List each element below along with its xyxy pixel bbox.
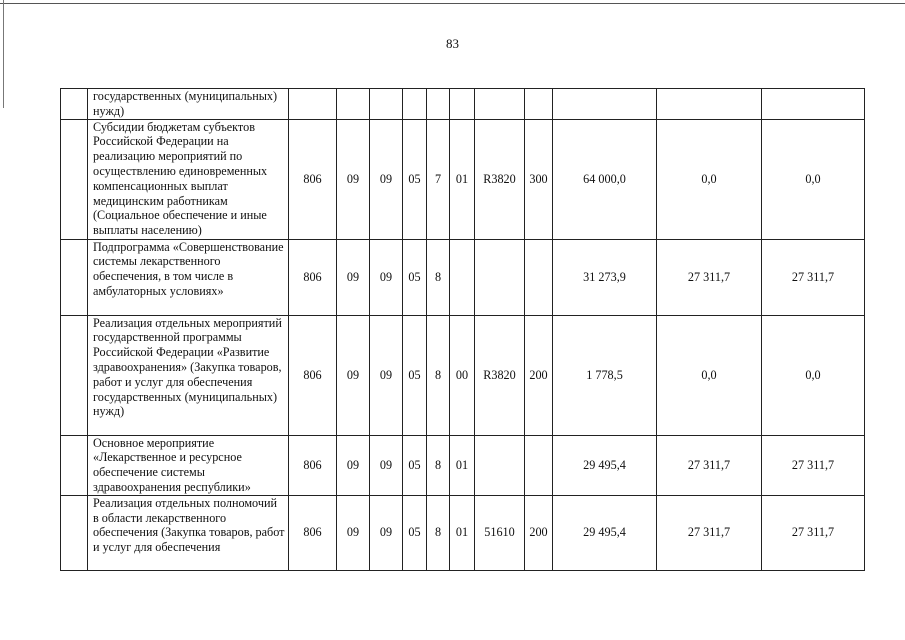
number-cell: [61, 119, 88, 239]
scan-edge-left: [3, 0, 4, 108]
expense-type-cell: 200: [525, 495, 553, 570]
amount-year2-cell: 0,0: [657, 119, 762, 239]
description-cell: Реализация отдельных мероприятий государственной программы Российской Федерации «Развитие здравоохранения» (Закупка товаров, работ и услуг для обеспечения государственных (муниципальных) нужд): [88, 315, 289, 435]
amount-year2-cell: [657, 89, 762, 120]
program-code-cell: 05: [403, 119, 427, 239]
ministry-code-cell: 806: [289, 435, 337, 495]
subprogram-code-cell: 8: [427, 495, 450, 570]
amount-year2-cell: 27 311,7: [657, 239, 762, 315]
ministry-code-cell: 806: [289, 239, 337, 315]
target-article-cell: [475, 239, 525, 315]
amount-year3-cell: 27 311,7: [762, 435, 865, 495]
table-row: [61, 239, 865, 315]
table-row: [61, 315, 865, 435]
subsection-cell: 09: [370, 315, 403, 435]
number-cell: [61, 435, 88, 495]
subsection-cell: 09: [370, 435, 403, 495]
event-code-cell: 01: [450, 119, 475, 239]
amount-year1-cell: 64 000,0: [553, 119, 657, 239]
subprogram-code-cell: 7: [427, 119, 450, 239]
target-article-cell: 51610: [475, 495, 525, 570]
section-cell: 09: [337, 119, 370, 239]
program-code-cell: 05: [403, 495, 427, 570]
section-cell: 09: [337, 435, 370, 495]
event-code-cell: 01: [450, 495, 475, 570]
amount-year3-cell: 0,0: [762, 119, 865, 239]
event-code-cell: 00: [450, 315, 475, 435]
amount-year1-cell: 31 273,9: [553, 239, 657, 315]
number-cell: [61, 315, 88, 435]
description-cell: государственных (муниципальных) нужд): [88, 89, 289, 120]
expense-type-cell: [525, 239, 553, 315]
amount-year3-cell: 27 311,7: [762, 239, 865, 315]
program-code-cell: [403, 89, 427, 120]
amount-year1-cell: [553, 89, 657, 120]
amount-year1-cell: 29 495,4: [553, 495, 657, 570]
number-cell: [61, 89, 88, 120]
description-cell: Реализация отдельных полномочий в области лекарственного обеспечения (Закупка товаров, работ и услуг для обеспечения: [88, 495, 289, 570]
amount-year3-cell: 0,0: [762, 315, 865, 435]
amount-year1-cell: 29 495,4: [553, 435, 657, 495]
ministry-code-cell: 806: [289, 119, 337, 239]
table-row: [61, 495, 865, 570]
subsection-cell: 09: [370, 495, 403, 570]
description-cell: Субсидии бюджетам субъектов Российской Федерации на реализацию мероприятий по осуществлению единовременных компенсационных выплат медицинским работникам (Социальное обеспечение и иные выплаты населению): [88, 119, 289, 239]
description-cell: Основное мероприятие «Лекарственное и ресурсное обеспечение системы здравоохранения республики»: [88, 435, 289, 495]
subsection-cell: 09: [370, 119, 403, 239]
amount-year2-cell: 27 311,7: [657, 495, 762, 570]
section-cell: 09: [337, 239, 370, 315]
budget-table: [60, 88, 865, 571]
section-cell: 09: [337, 315, 370, 435]
expense-type-cell: 300: [525, 119, 553, 239]
subsection-cell: 09: [370, 239, 403, 315]
amount-year2-cell: 0,0: [657, 315, 762, 435]
subprogram-code-cell: [427, 89, 450, 120]
scan-edge-top: [0, 3, 905, 4]
ministry-code-cell: 806: [289, 315, 337, 435]
description-cell: Подпрограмма «Совершенствование системы лекарственного обеспечения, в том числе в амбулаторных условиях»: [88, 239, 289, 315]
amount-year1-cell: 1 778,5: [553, 315, 657, 435]
target-article-cell: R3820: [475, 119, 525, 239]
amount-year3-cell: 27 311,7: [762, 495, 865, 570]
number-cell: [61, 495, 88, 570]
event-code-cell: [450, 239, 475, 315]
table-row: [61, 119, 865, 239]
page-number: 83: [446, 36, 459, 51]
target-article-cell: [475, 89, 525, 120]
target-article-cell: R3820: [475, 315, 525, 435]
expense-type-cell: [525, 89, 553, 120]
target-article-cell: [475, 435, 525, 495]
subprogram-code-cell: 8: [427, 315, 450, 435]
subsection-cell: [370, 89, 403, 120]
subprogram-code-cell: 8: [427, 435, 450, 495]
amount-year2-cell: 27 311,7: [657, 435, 762, 495]
amount-year3-cell: [762, 89, 865, 120]
expense-type-cell: [525, 435, 553, 495]
subprogram-code-cell: 8: [427, 239, 450, 315]
program-code-cell: 05: [403, 239, 427, 315]
table-row: [61, 89, 865, 120]
ministry-code-cell: [289, 89, 337, 120]
program-code-cell: 05: [403, 435, 427, 495]
table-row: [61, 435, 865, 495]
section-cell: [337, 89, 370, 120]
number-cell: [61, 239, 88, 315]
ministry-code-cell: 806: [289, 495, 337, 570]
event-code-cell: 01: [450, 435, 475, 495]
expense-type-cell: 200: [525, 315, 553, 435]
section-cell: 09: [337, 495, 370, 570]
event-code-cell: [450, 89, 475, 120]
program-code-cell: 05: [403, 315, 427, 435]
